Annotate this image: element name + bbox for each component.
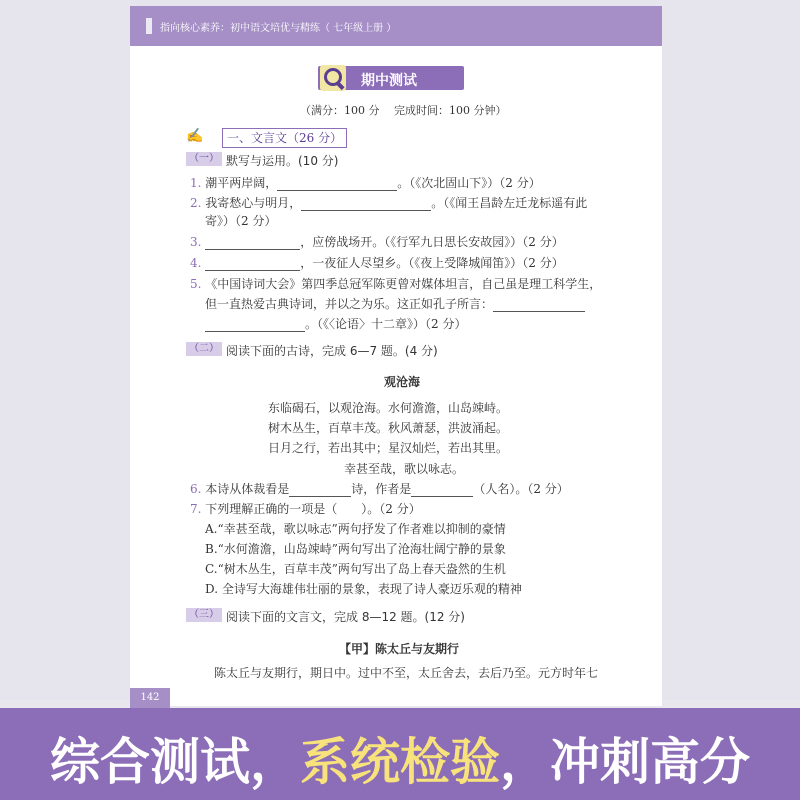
answer-blank[interactable]	[411, 484, 473, 497]
answer-blank[interactable]	[301, 198, 431, 211]
question-5	[190, 275, 601, 292]
question-7	[190, 500, 421, 517]
question-number: 1.	[190, 176, 202, 190]
part3-title: 阅读下面的文言文，完成 8—12 题。(12 分)	[226, 610, 465, 624]
question-text: 下列理解正确的一项是（ ）。（2 分）	[205, 502, 421, 516]
question-5-line2	[205, 295, 585, 312]
answer-blank[interactable]	[205, 237, 300, 250]
question-text: 。（《次北固山下》）（2 分）	[397, 176, 541, 190]
option-b[interactable]: B.“水何澹澹，山岛竦峙”两句写出了沧海壮阔宁静的景象	[205, 542, 506, 556]
pencil-icon: ✍	[186, 128, 204, 144]
magnifier-icon	[320, 65, 346, 91]
option-c[interactable]: C.“树木丛生，百草丰茂”两句写出了岛上春天盎然的生机	[205, 562, 506, 576]
question-text: 潮平两岸阔，	[205, 176, 278, 190]
question-2-cont: 寄》）（2 分）	[205, 214, 277, 228]
answer-blank[interactable]	[277, 178, 397, 191]
question-5-line3	[205, 315, 466, 332]
exam-meta: （满分：100 分 完成时间：100 分钟）	[300, 104, 507, 117]
banner-highlight: 系统检验	[300, 733, 500, 791]
part1-tag: （一）	[186, 152, 222, 166]
part2-title: 阅读下面的古诗，完成 6—7 题。(4 分)	[226, 344, 438, 358]
answer-blank[interactable]	[289, 484, 351, 497]
answer-blank[interactable]	[205, 258, 300, 271]
banner-part1: 综合测试，	[50, 733, 300, 791]
question-text: 但一直热爱古典诗词，并以之为乐。这正如孔子所言：	[205, 297, 494, 311]
answer-blank[interactable]	[493, 299, 585, 312]
question-number: 4.	[190, 256, 202, 270]
part3-tag: （三）	[186, 608, 222, 622]
question-number: 7.	[190, 502, 202, 516]
answer-blank[interactable]	[205, 319, 305, 332]
passage-line: 陈太丘与友期行，期日中。过中不至，太丘舍去，去后乃至。元方时年七	[214, 666, 599, 680]
question-1	[190, 174, 541, 191]
question-text: 《中国诗词大会》第四季总冠军陈更曾对媒体坦言，自己虽是理工科学生，	[205, 277, 602, 291]
question-number: 3.	[190, 235, 202, 249]
question-4	[190, 254, 564, 271]
question-number: 5.	[190, 277, 202, 291]
question-text: 本诗从体裁看是	[205, 482, 290, 496]
question-number: 2.	[190, 196, 202, 210]
question-text: ，应傍战场开。（《行军九日思长安故园》）（2 分）	[300, 235, 564, 249]
part2-tag: （二）	[186, 342, 222, 356]
book-icon	[146, 18, 152, 34]
part1-title: 默写与运用。(10 分)	[226, 154, 339, 168]
question-2	[190, 194, 587, 211]
section-heading: 一、文言文（26 分）	[222, 128, 347, 148]
poem-line-2: 树木丛生，百草丰茂。秋风萧瑟，洪波涌起。	[268, 421, 509, 435]
header-title: 指向核心素养：初中语文培优与精练（ 七年级上册 ）	[160, 23, 397, 34]
banner-part3: ，冲刺高分	[500, 733, 750, 791]
poem-title: 观沧海	[384, 375, 421, 389]
option-a[interactable]: A.“幸甚至哉，歌以咏志”两句抒发了作者难以抑制的豪情	[205, 522, 506, 536]
question-text: 诗，作者是	[351, 482, 412, 496]
page-title: 期中测试	[361, 73, 417, 89]
question-3	[190, 233, 564, 250]
question-text: 我寄愁心与明月，	[205, 196, 302, 210]
poem-line-3: 日月之行，若出其中；星汉灿烂，若出其里。	[268, 441, 509, 455]
question-number: 6.	[190, 482, 202, 496]
banner-slogan	[0, 722, 800, 794]
option-d[interactable]: D. 全诗写大海雄伟壮丽的景象，表现了诗人豪迈乐观的精神	[205, 582, 522, 596]
poem-line-4: 幸甚至哉，歌以咏志。	[344, 462, 465, 476]
question-text: （人名）。（2 分）	[473, 482, 569, 496]
question-text: ，一夜征人尽望乡。（《夜上受降城闻笛》）（2 分）	[300, 256, 564, 270]
question-text: 。（《闻王昌龄左迁龙标遥有此	[431, 196, 588, 210]
question-6	[190, 480, 569, 497]
passage-title: 【甲】陈太丘与友期行	[339, 642, 460, 656]
question-text: 。（《〈论语〉十二章》）（2 分）	[305, 317, 467, 331]
page-number: 142	[130, 688, 170, 708]
poem-line-1: 东临碣石，以观沧海。水何澹澹，山岛竦峙。	[268, 401, 509, 415]
